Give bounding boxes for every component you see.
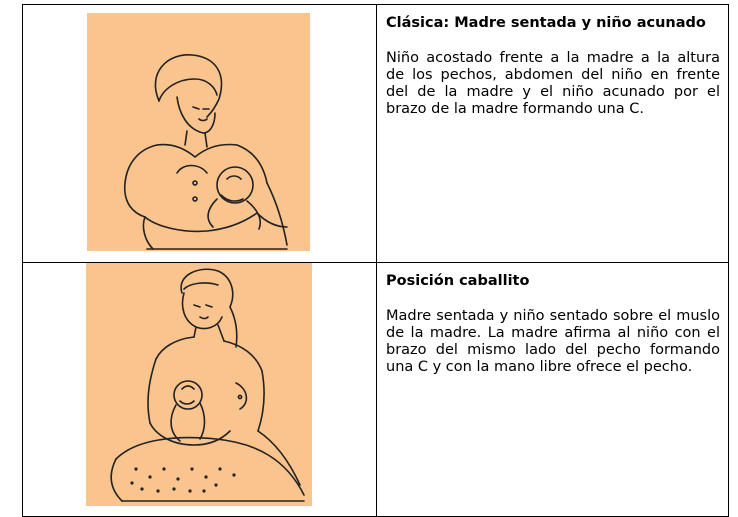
image-cell [23, 5, 377, 263]
position-description: Madre sentada y niño sentado sobre el muslo de la madre. La madre afirma al niño con el brazo del mismo lado del pecho formando una C y con la mano libre ofrece el pecho. [386, 308, 720, 375]
mother-seated-cradle-hold-illustration [87, 13, 310, 251]
position-title: Posición caballito [386, 273, 530, 289]
breastfeeding-positions-table [22, 4, 729, 517]
table-row [23, 263, 729, 517]
table-row [23, 5, 729, 263]
image-cell [23, 263, 377, 517]
position-title: Clásica: Madre sentada y niño acunado [386, 15, 706, 31]
description-cell [377, 263, 729, 517]
position-description: Niño acostado frente a la madre a la altura de los pechos, abdomen del niño en frente del de la madre y el niño acunado por el brazo de la madre formando una C. [386, 50, 720, 117]
description-cell [377, 5, 729, 263]
mother-seated-horseback-hold-illustration [86, 263, 312, 506]
